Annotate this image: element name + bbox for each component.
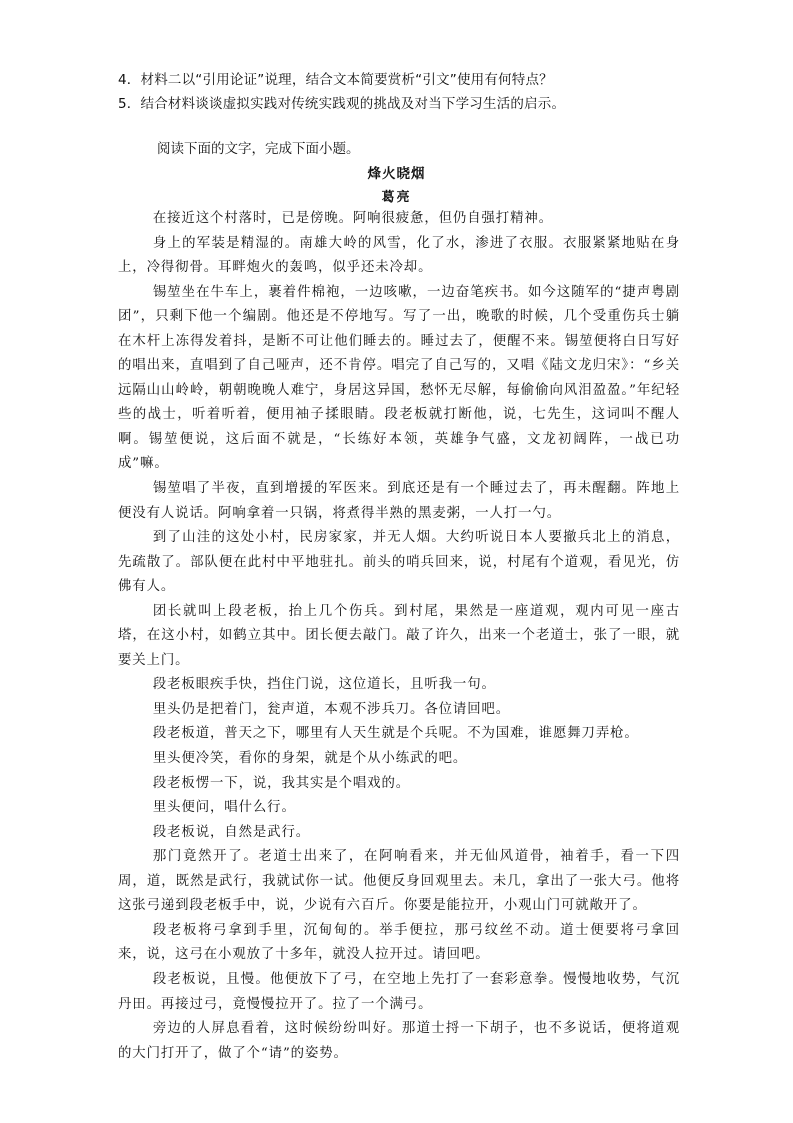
paragraph: 在接近这个村落时，已是傍晚。阿响很疲惫，但仍自强打精神。 bbox=[152, 211, 553, 226]
paragraph: 那门竟然开了。老道士出来了，在阿响看来，并无仙风道骨，袖着手，看一下四周，道，既然是武行，我就试你一试。他便反身回观里去。未几，拿出了一张大弓。他将这张弓递到段老板手中，说，少说有六百斤。你要是能拉开，小观山门可就敞开了。 bbox=[118, 849, 680, 914]
paragraph: 里头便冷笑，看你的身架，就是个从小练武的吧。 bbox=[152, 751, 468, 767]
paragraph: 锡堃坐在牛车上，裹着件棉袍，一边咳嗽，一边奋笔疾书。如今这随军的“捷声粤剧团”，只剩下他一个编剧。他还是不停地写。写了一出，晚歌的时候，几个受重伤兵士躺在木杆上冻得发着抖，是断不可让他们睡去的。睡过去了，便醒不来。锡堃便将白日写好的唱出来，直唱到了自己哑声，还不肯停。唱完了自己写的，又唱《陆文龙归宋》：“乡关远隔山山岭岭，朝朝晚晚人难宁，身居这异国，愁怀无尽解，每偷偷向风泪盈盈。”年纪轻些的战士，听着听着，便用袖子揉眼睛。段老板就打断他，说，七先生，这词叫不醒人啊。锡堃便说，这后面不就是，“长练好本领，英雄争气盛，文龙初阔阵，一战已功成”嘛。 bbox=[118, 284, 680, 472]
story-body bbox=[118, 207, 680, 1066]
story-title: 烽火晓烟 bbox=[367, 166, 426, 182]
question-5: 5．结合材料谈谈虚拟实践对传统实践观的挑战及对当下学习生活的启示。 bbox=[118, 96, 566, 112]
paragraph: 里头仍是把着门，瓮声道，本观不涉兵刀。各位请回吧。 bbox=[152, 701, 511, 717]
paragraph: 到了山洼的这处小村，民房家家，并无人烟。大约听说日本人要撤兵北上的消息，先疏散了。部队便在此村中平地驻扎。前头的哨兵回来，说，村尾有个道观，看见光，仿佛有人。 bbox=[118, 530, 680, 595]
paragraph: 段老板眼疾手快，挡住门说，这位道长，且听我一句。 bbox=[152, 677, 496, 693]
paragraph: 旁边的人屏息看着，这时候纷纷叫好。那道士捋一下胡子，也不多说话，便将道观的大门打开了，做了个“请”的姿势。 bbox=[118, 1021, 680, 1061]
reading-instruction: 阅读下面的文字，完成下面小题。 bbox=[157, 141, 360, 157]
paragraph: 团长就叫上段老板，抬上几个伤兵。到村尾，果然是一座道观，观内可见一座古塔，在这小村，如鹤立其中。团长便去敲门。敲了许久，出来一个老道士，张了一眼，就要关上门。 bbox=[118, 603, 680, 668]
story-author: 葛亮 bbox=[381, 190, 412, 205]
question-4: 4．材料二以“引用论证”说理，结合文本简要赏析“引文”使用有何特点？ bbox=[118, 72, 553, 88]
paragraph: 段老板愣一下，说，我其实是个唱戏的。 bbox=[152, 775, 411, 791]
paragraph: 段老板将弓拿到手里，沉甸甸的。举手便拉，那弓纹丝不动。道士便要将弓拿回来，说，这弓在小观放了十多年，就没人拉开过。请回吧。 bbox=[118, 922, 680, 963]
paragraph: 里头便问，唱什么行。 bbox=[152, 800, 296, 816]
paragraph: 段老板道，普天之下，哪里有人天生就是个兵呢。不为国难，谁愿舞刀弄枪。 bbox=[152, 726, 639, 742]
paragraph: 锡堃唱了半夜，直到增援的军医来。到底还是有一个睡过去了，再未醒翻。阵地上便没有人说话。阿响拿着一只锅，将煮得半熟的黑麦粥，一人打一勺。 bbox=[118, 481, 680, 521]
paragraph: 段老板说，自然是武行。 bbox=[152, 824, 311, 840]
paragraph: 身上的军装是精湿的。南雄大岭的风雪，化了水，渗进了衣服。衣服紧紧地贴在身上，冷得彻骨。耳畔炮火的轰鸣，似乎还未冷却。 bbox=[118, 235, 680, 276]
paragraph: 段老板说，且慢。他便放下了弓，在空地上先打了一套彩意拳。慢慢地收势，气沉丹田。再接过弓，竟慢慢拉开了。拉了一个满弓。 bbox=[118, 971, 680, 1012]
